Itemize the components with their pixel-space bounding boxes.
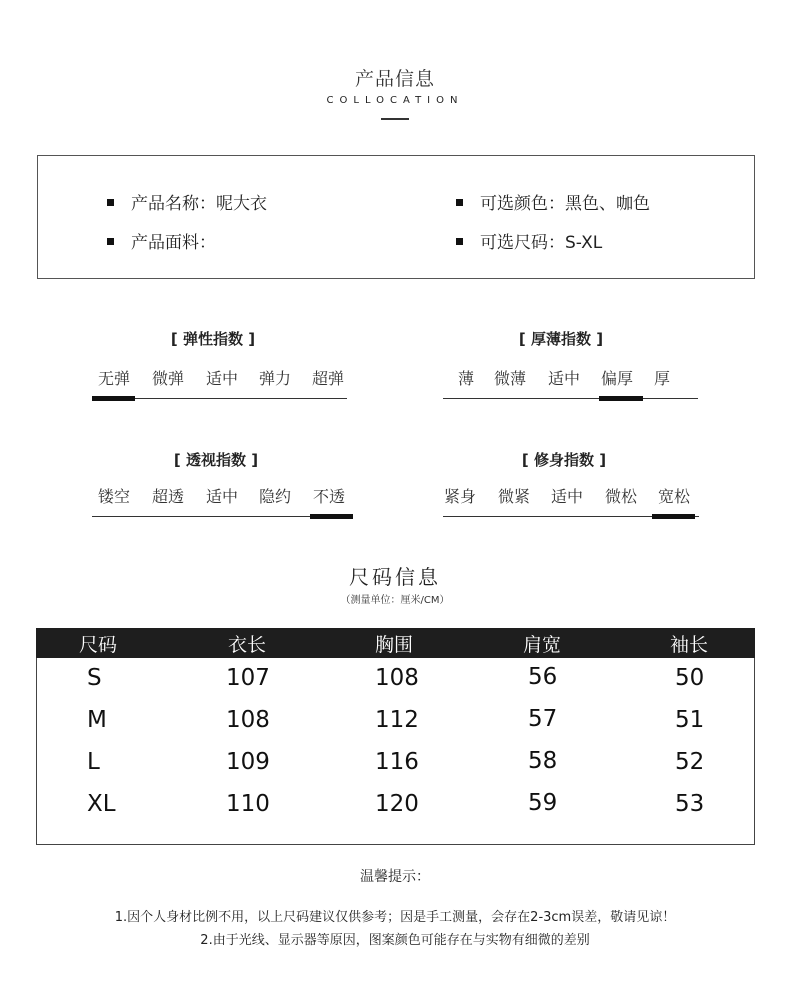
- table-cell: S: [87, 665, 102, 691]
- transparency-option: 超透: [151, 487, 185, 506]
- column-header: 衣长: [227, 634, 267, 656]
- elasticity-option: 微弹: [151, 369, 185, 388]
- notes-title: 温馨提示：: [360, 869, 430, 885]
- elasticity-selected-marker: [92, 396, 135, 401]
- page-subtitle: COLLOCATION: [326, 95, 464, 106]
- table-cell: 51: [675, 707, 705, 733]
- title-divider: [381, 118, 409, 120]
- note-line-2: 2.由于光线、显示器等原因，图案颜色可能存在与实物有细微的差别: [200, 933, 590, 948]
- elasticity-option: 无弹: [97, 369, 131, 388]
- elasticity-option: 超弹: [311, 369, 345, 388]
- thickness-option: 偏厚: [600, 369, 634, 388]
- table-cell: 56: [528, 664, 558, 690]
- fit-option: 适中: [550, 487, 584, 506]
- table-cell: L: [87, 749, 100, 775]
- page-title: 产品信息: [354, 68, 435, 90]
- column-header: 尺码: [78, 634, 118, 656]
- bullet-icon: [456, 238, 463, 245]
- transparency-option: 镂空: [97, 487, 131, 506]
- table-cell: 112: [375, 707, 419, 733]
- table-cell: 50: [675, 665, 705, 691]
- elasticity-option: 弹力: [258, 369, 292, 388]
- bullet-icon: [107, 238, 114, 245]
- bullet-icon: [107, 199, 114, 206]
- table-cell: 107: [226, 665, 270, 691]
- table-cell: M: [87, 707, 107, 733]
- table-cell: 58: [528, 748, 558, 774]
- column-header: 胸围: [374, 634, 414, 656]
- product-fabric-text: 产品面料：: [131, 233, 216, 253]
- table-header: [36, 628, 755, 658]
- fit-selected-marker: [652, 514, 695, 519]
- info-sizes: [456, 228, 602, 253]
- table-cell: 52: [675, 749, 705, 775]
- thickness-option: 薄: [457, 369, 475, 388]
- table-cell: 108: [226, 707, 270, 733]
- table-cell: 59: [528, 790, 558, 816]
- thickness-option: 微薄: [493, 369, 527, 388]
- note-line-1: 1.因个人身材比例不用，以上尺码建议仅供参考；因是手工测量，会存在2-3cm误差，敬请见谅！: [114, 910, 676, 925]
- thickness-scale-line: [443, 398, 698, 399]
- table-cell: 120: [375, 791, 419, 817]
- table-cell: 110: [226, 791, 270, 817]
- size-info-subtitle: （测量单位：厘米/CM）: [340, 595, 450, 606]
- thickness-selected-marker: [599, 396, 643, 401]
- sizes-text: 可选尺码：S-XL: [480, 233, 603, 253]
- product-info-box: [37, 155, 755, 279]
- fit-index-title: [ 修身指数 ]: [521, 451, 607, 469]
- info-colors: [456, 189, 650, 214]
- fit-option: 紧身: [443, 487, 477, 506]
- transparency-option: 隐约: [258, 487, 292, 506]
- fit-option: 微紧: [497, 487, 531, 506]
- colors-text: 可选颜色：黑色、咖色: [480, 194, 650, 214]
- thickness-option: 厚: [653, 369, 671, 388]
- fit-option: 微松: [604, 487, 638, 506]
- table-cell: XL: [87, 791, 116, 817]
- table-cell: 57: [528, 706, 558, 732]
- transparency-index-title: [ 透视指数 ]: [173, 451, 259, 469]
- table-cell: 109: [226, 749, 270, 775]
- table-cell: 108: [375, 665, 419, 691]
- thickness-option: 适中: [547, 369, 581, 388]
- fit-option: 宽松: [657, 487, 691, 506]
- size-table: [36, 628, 755, 845]
- elasticity-index-title: [ 弹性指数 ]: [170, 330, 256, 348]
- bullet-icon: [456, 199, 463, 206]
- elasticity-option: 适中: [205, 369, 239, 388]
- transparency-option: 不透: [312, 487, 346, 506]
- transparency-selected-marker: [310, 514, 353, 519]
- info-product-name: [107, 189, 267, 214]
- info-product-fabric: [107, 228, 216, 253]
- transparency-option: 适中: [205, 487, 239, 506]
- column-header: 肩宽: [522, 634, 562, 656]
- table-cell: 116: [375, 749, 419, 775]
- column-header: 袖长: [669, 634, 709, 656]
- thickness-index-title: [ 厚薄指数 ]: [518, 330, 604, 348]
- size-info-title: 尺码信息: [349, 565, 441, 589]
- table-cell: 53: [675, 791, 705, 817]
- product-name-text: 产品名称：呢大衣: [131, 194, 267, 214]
